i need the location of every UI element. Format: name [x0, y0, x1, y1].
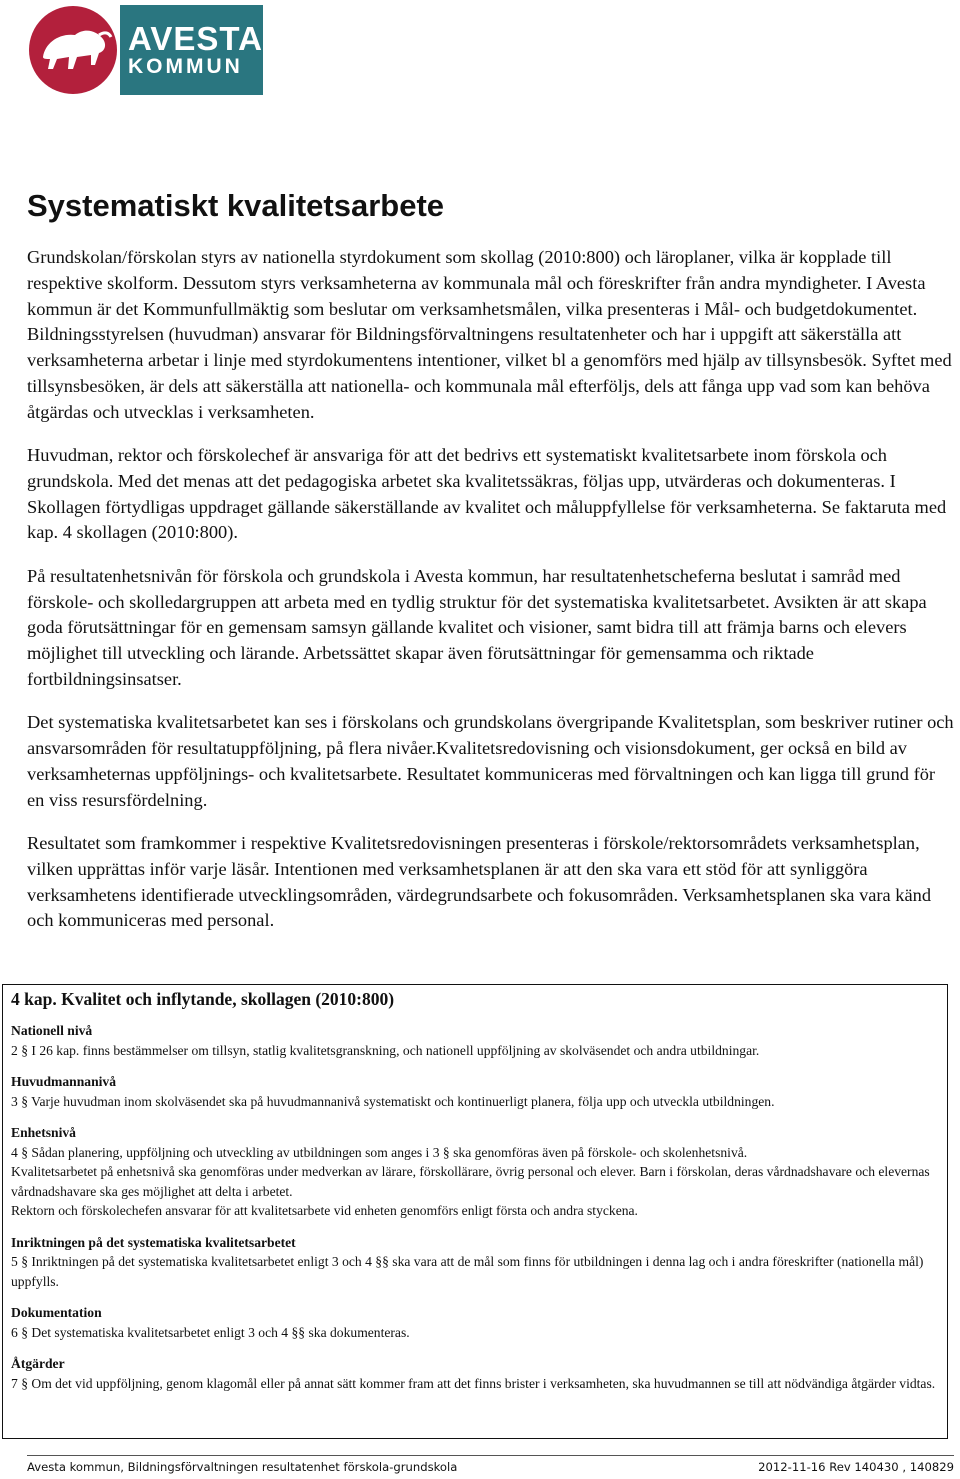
section-heading: Enhetsnivå: [11, 1125, 76, 1140]
fact-section-measures: [11, 1354, 939, 1393]
section-line: 5 § Inriktningen på det systematiska kvalitetsarbetet enligt 3 och 4 §§ ska vara att de mål som finns för utbildningen i denna lag och i andra föreskrifter (nationella mål) uppfylls.: [11, 1254, 924, 1289]
section-heading: Huvudmannanivå: [11, 1074, 117, 1089]
fact-section-direction: [11, 1233, 939, 1292]
footer-right: 2012-11-16 Rev 140430 , 140829: [758, 1460, 954, 1474]
fact-section-national: [11, 1021, 939, 1060]
logo-wordmark: [120, 5, 263, 95]
section-line: Kvalitetsarbetet på enhetsnivå ska genomföras under medverkan av lärare, förskollärare, övrig personal och elever. Barn i förskolan, deras vårdnadshavare och elevernas vårdnadshavare ska ges möjlighet att delta i arbetet.: [11, 1164, 930, 1199]
page-footer: [27, 1459, 954, 1475]
footer-divider: [27, 1455, 954, 1456]
page-title: Systematiskt kvalitetsarbete: [27, 188, 445, 223]
fact-section-unit: [11, 1123, 939, 1221]
fact-section-principal: [11, 1072, 939, 1111]
fact-box-title: 4 kap. Kvalitet och inflytande, skollagen (2010:800): [11, 989, 395, 1009]
section-line: 3 § Varje huvudman inom skolväsendet ska på huvudmannanivå systematiskt och kontinuerligt planera, följa upp och utveckla utbildningen.: [11, 1093, 775, 1109]
fact-box: [2, 984, 948, 1439]
section-heading: Dokumentation: [11, 1305, 102, 1320]
section-line: 6 § Det systematiska kvalitetsarbetet enligt 3 och 4 §§ ska dokumenteras.: [11, 1324, 410, 1340]
paragraph: Grundskolan/förskolan styrs av nationella styrdokument som skollag (2010:800) och läroplaner, vilka är kopplade till respektive skolform. Dessutom styrs verksamheterna av kommunala mål och föreskrifter från andra myndigheter. I Avesta kommun är det Kommunfullmäktig som beslutar om verksamhetsmålen, vilka presenteras i Mål- och budgetdokumentet. Bildningsstyrelsen (huvudman) ansvarar för Bildningsförvaltningens resultatenheter och har i uppgift att säkerställa att verksamheterna arbetar i linje med styrdokumentens intentioner, vilket bl a genomförs med hjälp av tillsynsbesök. Syftet med tillsynsbesöken, är dels att säkerställa att nationella- och kommunala mål efterföljs, dels att fånga upp vad som kan behöva åtgärdas och utvecklas i verksamheten.: [27, 247, 952, 422]
bison-seal-icon: [25, 5, 120, 95]
section-line: Rektorn och förskolechefen ansvarar för att kvalitetsarbete vid enheten genomförs enligt första och andra styckena.: [11, 1203, 638, 1218]
section-heading: Inriktningen på det systematiska kvalitetsarbetet: [11, 1234, 296, 1250]
paragraph: Det systematiska kvalitetsarbetet kan ses i förskolans och grundskolans övergripande Kvalitetsplan, som beskriver rutiner och ansvarsområden för resultatuppföljning, på flera nivåer.Kvalitetsredovisning och visionsdokument, ger också en bild av verksamheternas uppföljnings- och kvalitetsarbete. Resultatet kommuniceras med förvaltningen och kan ligga till grund för en viss resursfördelning.: [27, 712, 954, 810]
logo-line-2: KOMMUN: [128, 55, 243, 78]
section-heading: Åtgärder: [11, 1356, 65, 1371]
avesta-logo: [25, 5, 263, 95]
footer-left: Avesta kommun, Bildningsförvaltningen resultatenhet förskola-grundskola: [27, 1460, 458, 1474]
paragraph: Huvudman, rektor och förskolechef är ansvariga för att det bedrivs ett systematiskt kvalitetsarbete inom förskola och grundskola. Med det menas att det pedagogiska arbetet ska kvalitetssäkras, följas upp, utvärderas och dokumenteras. I Skollagen förtydligas uppdraget gällande säkerställande av kvalitet och måluppfyllelse för verksamheterna. Se faktaruta med kap. 4 skollagen (2010:800).: [27, 445, 947, 543]
paragraph: På resultatenhetsnivån för förskola och grundskola i Avesta kommun, har resultatenhetscheferna beslutat i samråd med förskole- och skolledargruppen att arbeta med en tydlig struktur för det systematiska kvalitetsarbetet. Avsikten är att skapa goda förutsättningar för en gemensam samsyn gällande kvalitet och visioner, samt bidra till att främja barns och elevers möjlighet till utveckling och lärande. Arbetssättet skapar även förutsättningar för gemensamma och riktade fortbildningsinsatser.: [27, 565, 927, 689]
section-heading: Nationell nivå: [11, 1023, 93, 1038]
logo-line-1: AVESTA: [128, 20, 263, 57]
section-line: 2 § I 26 kap. finns bestämmelser om tillsyn, statlig kvalitetsgranskning, och nationell uppföljning av skolväsendet och andra utbildningar.: [11, 1042, 760, 1058]
fact-section-documentation: [11, 1303, 939, 1342]
section-line: 7 § Om det vid uppföljning, genom klagomål eller på annat sätt kommer fram att det finns brister i verksamheten, ska huvudmannen se till att nödvändiga åtgärder vidtas.: [11, 1375, 936, 1391]
paragraph: Resultatet som framkommer i respektive Kvalitetsredovisningen presenteras i förskole/rektorsområdets verksamhetsplan, vilken upprättas inför varje läsår. Intentionen med verksamhetsplanen är att den ska vara ett stöd för att synliggöra verksamhetens identifierade utvecklingsområden, värdegrundsarbete och fokusområden. Verksamhetsplanen ska vara känd och kommuniceras med personal.: [27, 832, 932, 931]
section-line: 4 § Sådan planering, uppföljning och utveckling av utbildningen som anges i 3 § ska genomföras även på förskole- och skolenhetsnivå.: [11, 1144, 748, 1160]
body-text: [27, 245, 955, 952]
